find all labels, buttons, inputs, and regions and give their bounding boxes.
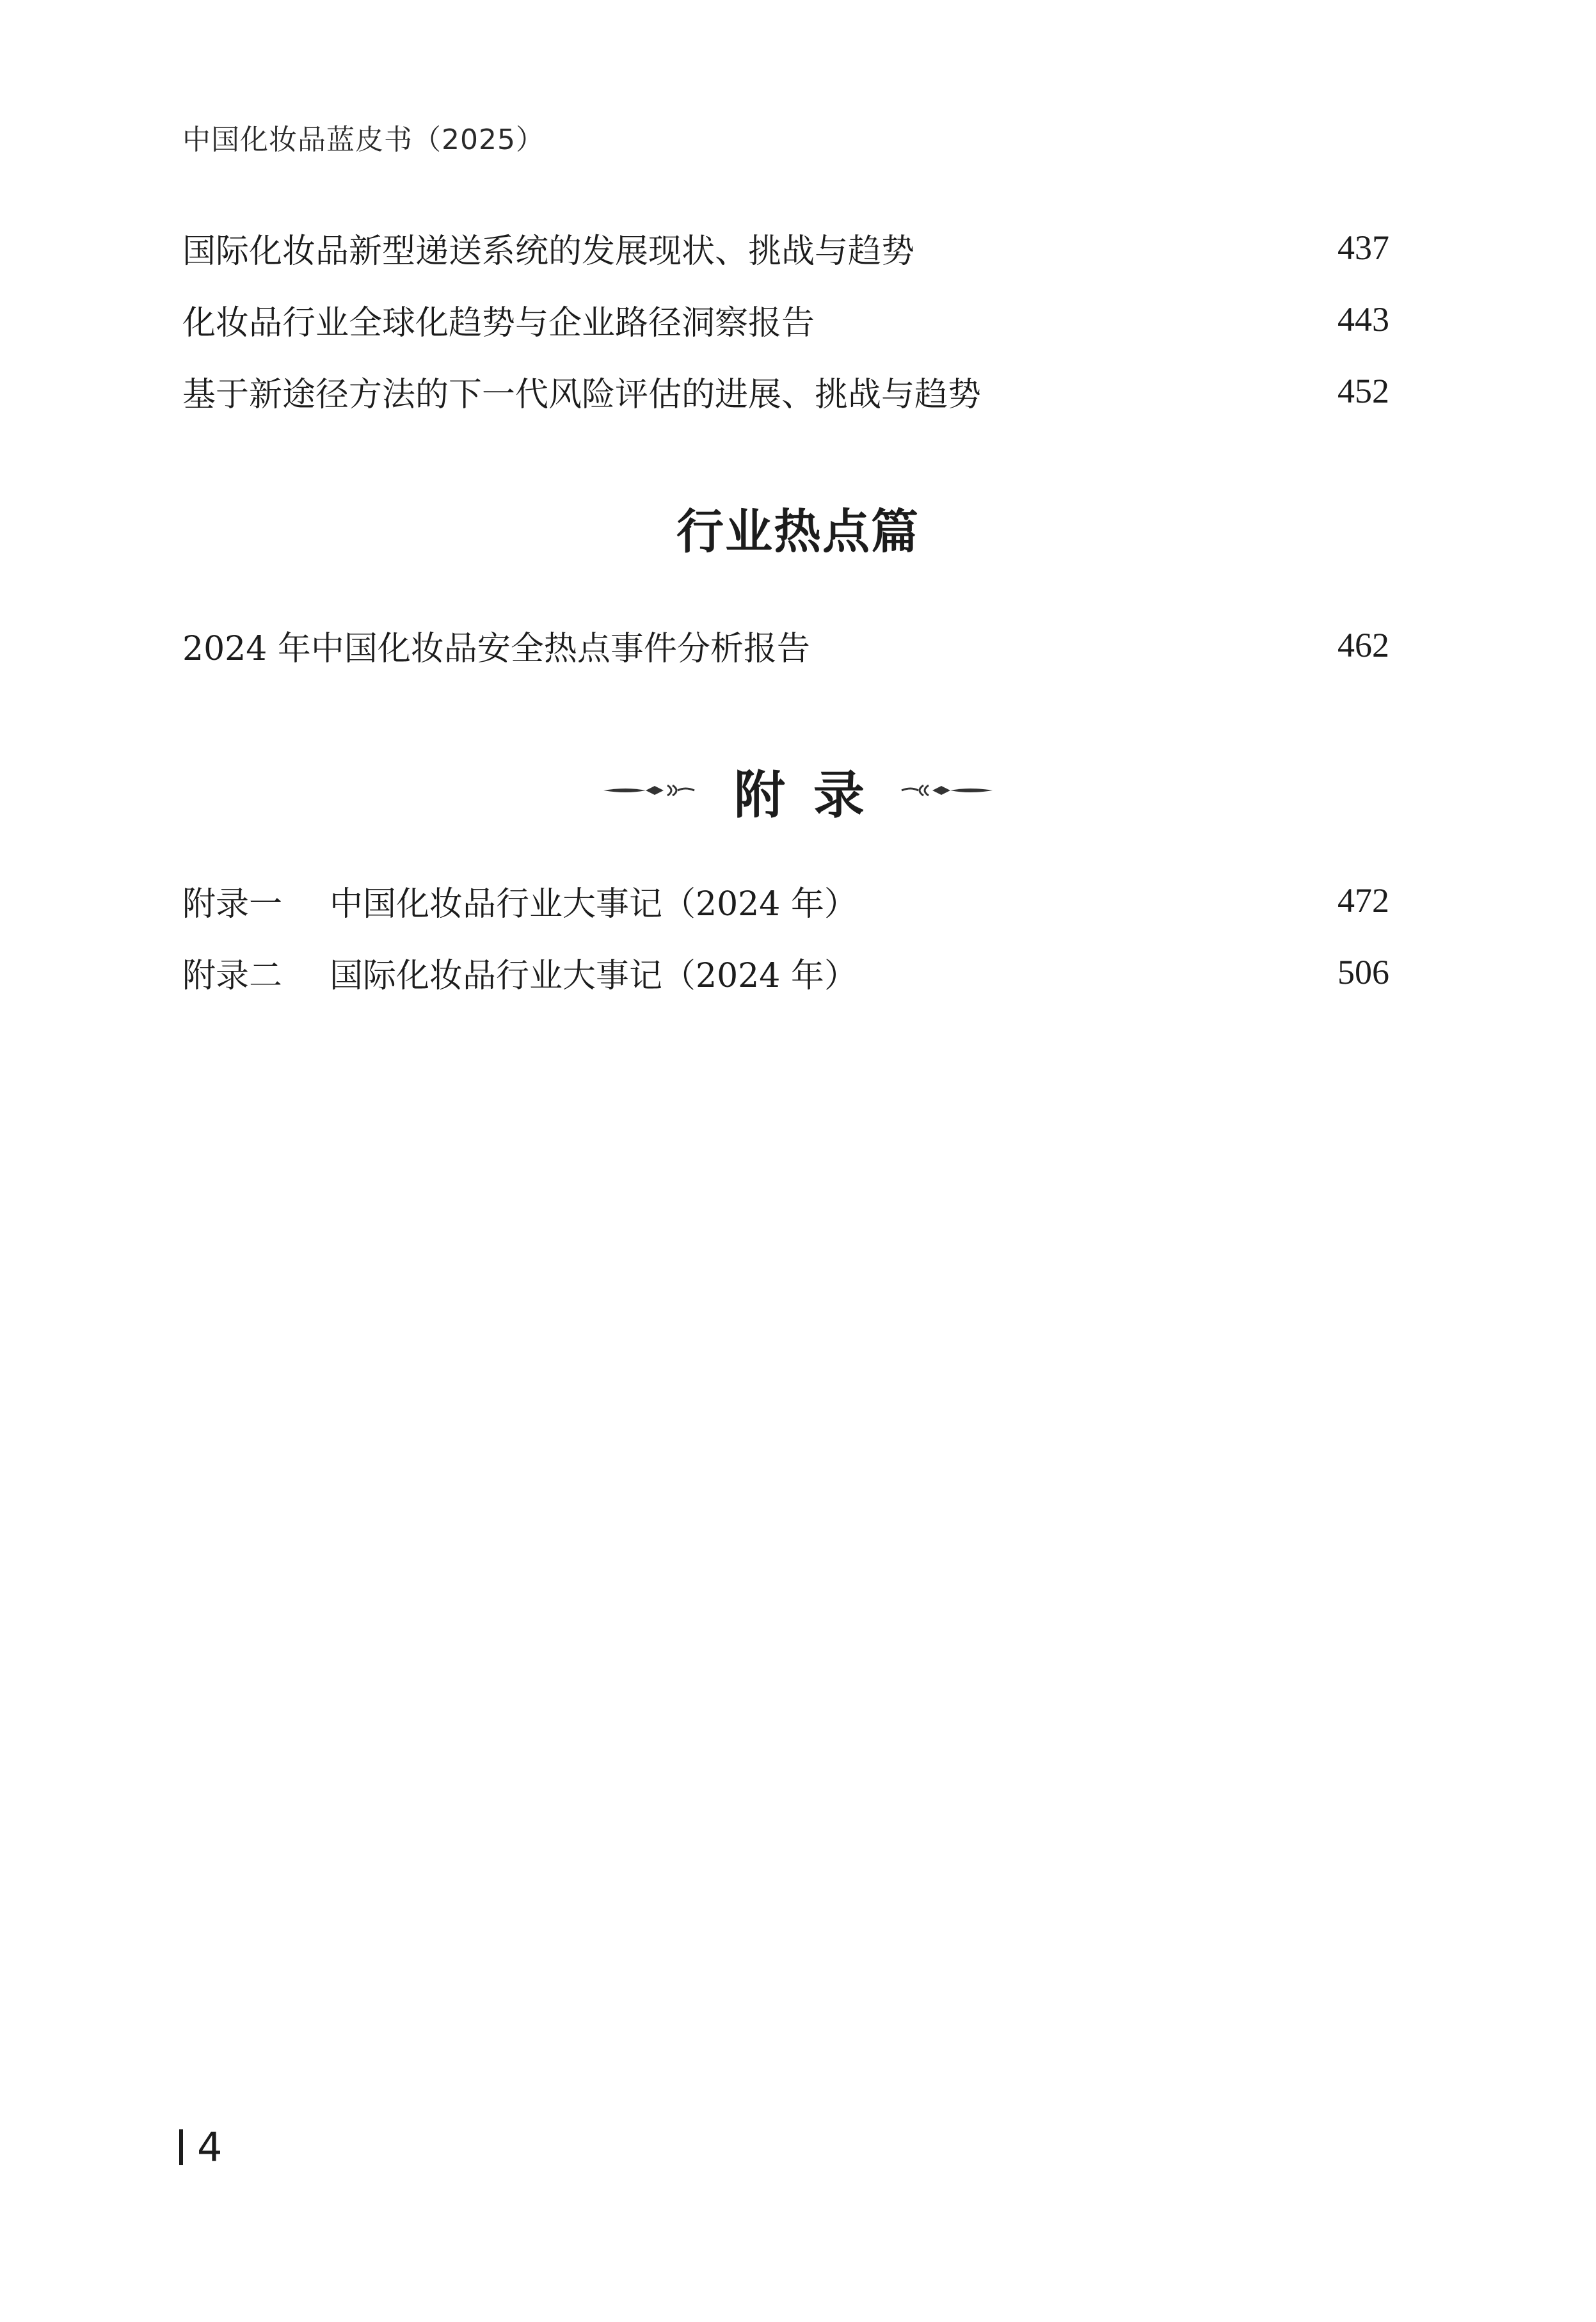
toc-entry-text: 国际化妆品行业大事记（2024 年） [330,956,858,995]
toc-entry[interactable] [182,620,1389,671]
toc-entry-page: 506 [1337,953,1389,991]
toc-entry-title [182,949,858,997]
appendix-title: 附录 [734,764,893,825]
toc-entry-title: 2024 年中国化妆品安全热点事件分析报告 [182,629,810,668]
toc-entry-page: 472 [1337,881,1389,920]
toc-leader-dots [861,875,1326,926]
page-number [179,2124,222,2170]
toc-leader-dots [918,222,1326,273]
toc-entry-page: 462 [1337,626,1389,664]
toc-entry-prefix: 附录一 [182,885,283,924]
running-head: 中国化妆品蓝皮书（2025） [182,124,545,156]
scroll-flourish-icon [899,778,995,803]
toc-leader-dots [814,620,1326,671]
toc-entry-page: 443 [1337,300,1389,339]
toc-leader-dots [985,365,1326,417]
toc-entry[interactable] [182,947,1389,998]
toc-entry-title: 化妆品行业全球化趋势与企业路径洞察报告 [182,303,815,342]
toc-entry[interactable] [182,294,1389,345]
section-heading-hot-topics: 行业热点篇 [676,504,920,559]
toc-entry-title [182,877,858,925]
toc-entry-prefix: 附录二 [182,956,283,995]
folio-bar [179,2129,183,2165]
toc-entry-text: 中国化妆品行业大事记（2024 年） [330,885,858,924]
scroll-flourish-icon [601,778,697,803]
toc-entry[interactable] [182,222,1389,273]
toc-entry-title: 国际化妆品新型递送系统的发展现状、挑战与趋势 [182,232,915,271]
toc-leader-dots [861,947,1326,998]
toc-entry[interactable] [182,365,1389,417]
page-number-value: 4 [197,2124,223,2170]
toc-entry[interactable] [182,875,1389,926]
section-heading-appendix [0,755,1596,826]
toc-entry-page: 452 [1337,372,1389,410]
toc-entry-title: 基于新途径方法的下一代风险评估的进展、挑战与趋势 [182,375,982,414]
toc-entry-page: 437 [1337,228,1389,267]
toc-leader-dots [818,294,1326,345]
